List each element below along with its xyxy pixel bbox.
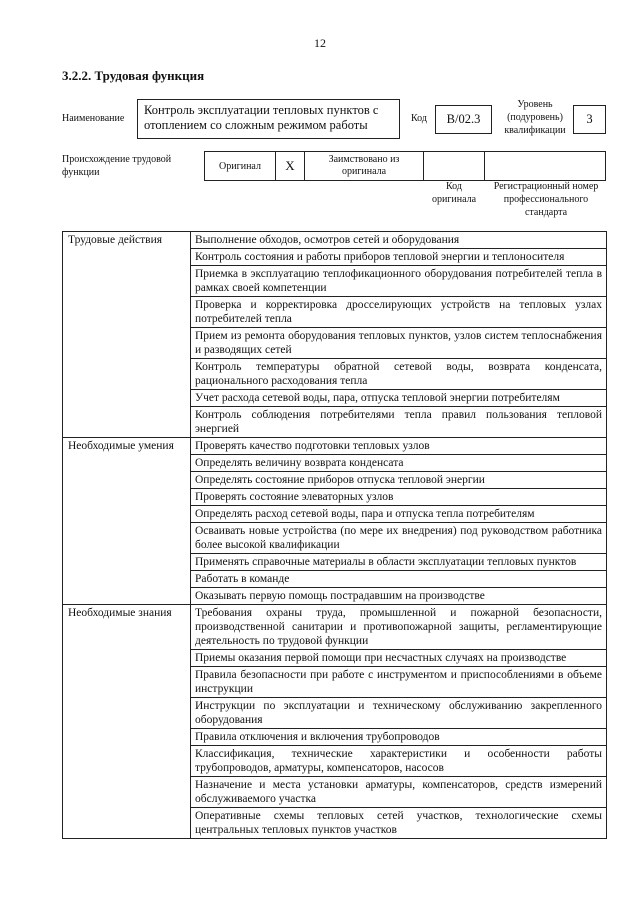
- origin-label-line-2: функции: [62, 167, 100, 178]
- page-number: 12: [314, 36, 326, 50]
- item-cell: Контроль состояния и работы приборов тепловой энергии и теплоносителя: [191, 249, 607, 266]
- original-mark-cell: X: [276, 152, 305, 181]
- item-cell: Приемка в эксплуатацию теплофикационного оборудования потребителей тепла в рамках своей компетенции: [191, 266, 607, 297]
- item-cell: Правила безопасности при работе с инструментом и приспособлениями в объеме инструкции: [191, 667, 607, 698]
- table-row: [63, 438, 607, 455]
- borrowed-label-line-2: оригинала: [341, 166, 387, 177]
- table-row: [63, 232, 607, 249]
- item-cell: Контроль соблюдения потребителями тепла правил пользования тепловой энергией: [191, 407, 607, 438]
- code-original-line-1: Код: [446, 181, 462, 192]
- level-label-line-1: Уровень: [517, 99, 553, 110]
- category-cell: Трудовые действия: [63, 232, 191, 438]
- reg-number-line-1: Регистрационный номер: [493, 181, 599, 192]
- reg-number-line-2: профессионального: [503, 194, 589, 205]
- code-original-line-2: оригинала: [431, 194, 477, 205]
- item-cell: Оперативные схемы тепловых сетей участков, технологические схемы центральных тепловых пунктов участков: [191, 808, 607, 839]
- item-cell: Прием из ремонта оборудования тепловых пунктов, узлов систем теплоснабжения и разводящих сетей: [191, 328, 607, 359]
- reg-number-caption: [484, 180, 608, 219]
- item-cell: Контроль температуры обратной сетевой воды, возврата конденсата, рационального расходования тепла: [191, 359, 607, 390]
- item-cell: Определять величину возврата конденсата: [191, 455, 607, 472]
- item-cell: Назначение и места установки арматуры, компенсаторов, средств измерений обслуживаемого участка: [191, 777, 607, 808]
- item-cell: Осваивать новые устройства (по мере их внедрения) под руководством работника более высокой квалификации: [191, 523, 607, 554]
- item-cell: Выполнение обходов, осмотров сетей и оборудования: [191, 232, 607, 249]
- original-label-cell: Оригинал: [205, 152, 276, 181]
- item-cell: Требования охраны труда, промышленной и пожарной безопасности, производственной санитарии и противопожарной защиты, регламентирующие деятельность по трудовой функции: [191, 605, 607, 650]
- item-cell: Оказывать первую помощь пострадавшим на производстве: [191, 588, 607, 605]
- item-cell: Проверка и корректировка дросселирующих устройств на тепловых узлах потребителей тепла: [191, 297, 607, 328]
- item-cell: Определять расход сетевой воды, пара и отпуска тепла потребителям: [191, 506, 607, 523]
- code-original-caption: [424, 180, 484, 206]
- item-cell: Применять справочные материалы в области эксплуатации тепловых пунктов: [191, 554, 607, 571]
- item-cell: Приемы оказания первой помощи при несчастных случаях на производстве: [191, 650, 607, 667]
- section-title: 3.2.2. Трудовая функция: [62, 68, 205, 83]
- function-code-box: B/02.3: [435, 105, 492, 134]
- origin-label-line-1: Происхождение трудовой: [62, 154, 172, 165]
- code-label: Код: [411, 113, 427, 124]
- item-cell: Проверять состояние элеваторных узлов: [191, 489, 607, 506]
- level-label-line-2: (подуровень): [507, 112, 563, 123]
- qualification-level-label: [496, 98, 574, 137]
- function-name-box: Контроль эксплуатации тепловых пунктов с отоплением со сложным режимом работы: [137, 99, 400, 139]
- item-cell: Учет расхода сетевой воды, пара, отпуска тепловой энергии потребителям: [191, 390, 607, 407]
- level-label-line-3: квалификации: [504, 125, 566, 136]
- name-label: Наименование: [62, 113, 125, 124]
- item-cell: Проверять качество подготовки тепловых узлов: [191, 438, 607, 455]
- borrowed-cell: [305, 152, 424, 181]
- function-content-table: [62, 231, 607, 839]
- item-cell: Инструкции по эксплуатации и техническому обслуживанию закрепленного оборудования: [191, 698, 607, 729]
- item-cell: Определять состояние приборов отпуска тепловой энергии: [191, 472, 607, 489]
- table-row: [63, 605, 607, 650]
- function-content-body: [63, 232, 607, 839]
- category-cell: Необходимые умения: [63, 438, 191, 605]
- origin-label: [62, 153, 171, 179]
- reg-number-cell: [485, 152, 606, 181]
- code-original-cell: [424, 152, 485, 181]
- item-cell: Работать в команде: [191, 571, 607, 588]
- item-cell: Классификация, технические характеристики и особенности работы трубопроводов, арматуры, компенсаторов, насосов: [191, 746, 607, 777]
- qualification-level-box: 3: [573, 105, 606, 134]
- origin-table: [204, 151, 606, 181]
- category-cell: Необходимые знания: [63, 605, 191, 839]
- borrowed-label-line-1: Заимствовано из: [328, 154, 400, 165]
- reg-number-line-3: стандарта: [524, 207, 568, 218]
- item-cell: Правила отключения и включения трубопроводов: [191, 729, 607, 746]
